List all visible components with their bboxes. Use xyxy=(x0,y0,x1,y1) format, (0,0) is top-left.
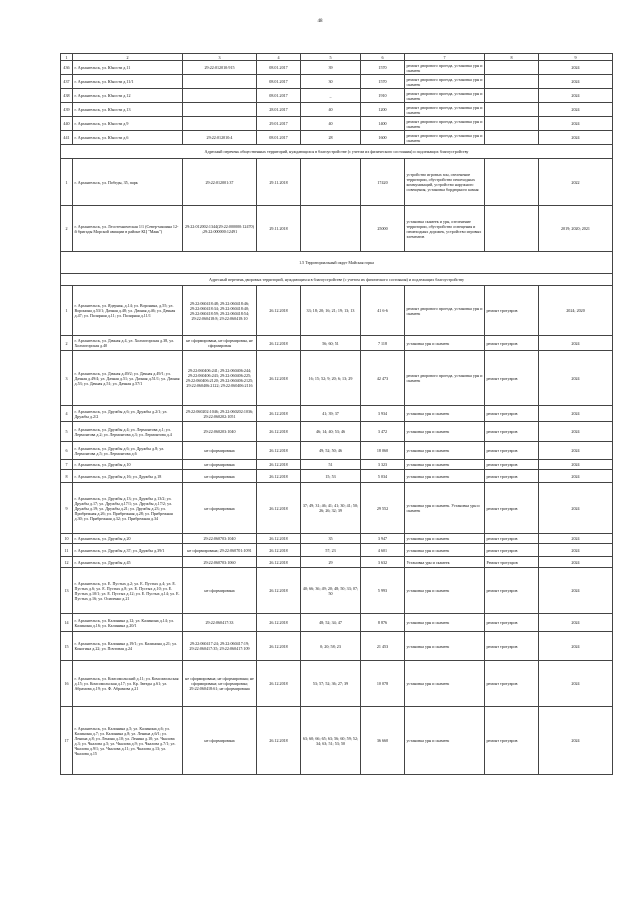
cell-n: 15 xyxy=(61,632,73,661)
cell-n: 2 xyxy=(61,206,73,252)
cell-n: 1 xyxy=(61,286,73,336)
cell-sq: 25000 xyxy=(361,206,405,252)
cell-extra xyxy=(485,206,539,252)
cell-cad: 29:22:060406:241; 29:22:060406:244; 29:22:060406:243; 29:22:060406:225; 29:22:060406:2120; 29:22:060406:2125; 29:22:060406:2122; 29:22:060406:2116 xyxy=(183,351,257,406)
cell-addr: г. Архангельск, ул. Дружбы д.20 xyxy=(73,534,183,544)
table-row xyxy=(61,286,613,336)
cell-cad: 29:22:060418:48; 29:22:060418:46; 29:22:060418:34; 29:22:060418:40; 29:22:060418:59; 29:22:060418:54; 29:22:060418:8; 29:22:060418:10 xyxy=(183,286,257,336)
cell-area: 56; 60; 51 xyxy=(301,336,361,351)
cell-area: 39 xyxy=(301,61,361,75)
cell-n: 10 xyxy=(61,534,73,544)
cell-date: 26.12.2018 xyxy=(257,483,301,534)
cell-sq: 3 472 xyxy=(361,422,405,442)
section-yards-heading xyxy=(61,274,613,286)
cell-sq: 18 060 xyxy=(361,442,405,460)
cell-works: установка урн и скамеек. Установка урн и скамеек xyxy=(405,483,485,534)
cell-sq: 36 660 xyxy=(361,707,405,775)
cell-n: 6 xyxy=(61,442,73,460)
cell-year: 2024 xyxy=(539,534,613,544)
column-header: 5 xyxy=(301,54,361,61)
cell-works: установка скамеек и урн, озеленение территории, обустройство освещения и пешеходных дорожек, устройство игровых элементов xyxy=(405,206,485,252)
cell-extra: ремонт тротуаров xyxy=(485,422,539,442)
cell-cad: 29:22:060203:1040 xyxy=(183,422,257,442)
table-row xyxy=(61,568,613,614)
cell-sq: 17420 xyxy=(361,159,405,206)
cell-date: 26.12.2018 xyxy=(257,406,301,422)
cell-extra: ремонт тротуаров xyxy=(485,406,539,422)
cell-sq: 21 453 xyxy=(361,632,405,661)
cell-year: 2024; 2020 xyxy=(539,286,613,336)
cell-sq: 10 078 xyxy=(361,661,405,707)
cell-area xyxy=(301,206,361,252)
cell-works: установка урн и скамеек xyxy=(405,460,485,470)
cell-cad: 29:22:060703:1040 xyxy=(183,534,257,544)
table-row xyxy=(61,632,613,661)
column-header: 2 xyxy=(73,54,183,61)
table-row xyxy=(61,460,613,470)
cell-sq: 5 993 xyxy=(361,568,405,614)
cell-extra: ремонт тротуаров xyxy=(485,568,539,614)
cell-works: ремонт дворового проезда, установка урн и скамеек xyxy=(405,131,485,145)
cell-year: 2024 xyxy=(539,89,613,103)
cell-year: 2024 xyxy=(539,557,613,568)
cell-date: 26.12.2018 xyxy=(257,460,301,470)
table-row xyxy=(61,336,613,351)
cell-date: 26.12.2018 xyxy=(257,568,301,614)
cell-year: 2022 xyxy=(539,159,613,206)
table-row xyxy=(61,483,613,534)
cell-n: 3 xyxy=(61,351,73,406)
column-header: 8 xyxy=(485,54,539,61)
cell-n: 438 xyxy=(61,89,73,103)
table-row xyxy=(61,159,613,206)
table-row xyxy=(61,103,613,117)
cell-sq: 1570 xyxy=(361,61,405,75)
cell-cad: не сформирована xyxy=(183,442,257,460)
cell-addr: г. Архангельск, ул. Дружбы д.37; ул. Дружбы д.39/1 xyxy=(73,544,183,557)
column-header: 7 xyxy=(405,54,485,61)
cell-addr: г. Архангельск, ул. Лесотехническая 1/1 (Север-машина 12-й бригады Морской авиации в районе КЦ "Маяк") xyxy=(73,206,183,252)
cell-works: ремонт дворового проезда, установка урн и скамеек xyxy=(405,75,485,89)
cell-year: 2024 xyxy=(539,632,613,661)
cell-works: установка урн и скамеек xyxy=(405,614,485,632)
section-yards-heading-text: Адресный перечень дворовых территорий, нуждающихся в благоустройстве (с учетом их физического состояния) и подлежащих благоустройству xyxy=(61,274,613,286)
cell-area xyxy=(301,159,361,206)
cell-works: установка урн и скамеек xyxy=(405,470,485,483)
cell-date: 26.12.2018 xyxy=(257,632,301,661)
cell-area: 33; 18; 20; 16; 21; 19; 13; 13 xyxy=(301,286,361,336)
cell-cad: 29:22:060417:33 xyxy=(183,614,257,632)
cell-area: 46; 14; 40; 53; 46 xyxy=(301,422,361,442)
cell-extra: ремонт тротуаров xyxy=(485,460,539,470)
cell-n: 11 xyxy=(61,544,73,557)
cell-addr: г. Архангельск, ул. Дружбы д.6; ул. Дружбы д.2/1; ул. Дружбы д.2/2 xyxy=(73,406,183,422)
cell-year: 2024 xyxy=(539,75,613,89)
cell-year: 2024 xyxy=(539,422,613,442)
cell-extra: ремонт тротуаров xyxy=(485,632,539,661)
cell-works: установка урн и скамеек xyxy=(405,406,485,422)
cell-n: 439 xyxy=(61,103,73,117)
cell-date: 26.12.2018 xyxy=(257,286,301,336)
cell-addr: г. Архангельск, ул. Юности д.11/1 xyxy=(73,75,183,89)
cell-date: 28.01.2017 xyxy=(257,103,301,117)
table-row xyxy=(61,470,613,483)
cell-addr: г. Архангельск, ул. Юности д.11 xyxy=(73,61,183,75)
cell-extra: ремонт тротуаров xyxy=(485,707,539,775)
cell-sq: 1200 xyxy=(361,103,405,117)
cell-area: 40; 66; 36; 49; 20; 48; 50; 33; 07; 50 xyxy=(301,568,361,614)
table-row xyxy=(61,206,613,252)
cell-n: 2 xyxy=(61,336,73,351)
cell-works: установка урн и скамеек xyxy=(405,442,485,460)
cell-area: 53; 57; 52; 36; 27; 39 xyxy=(301,661,361,707)
cell-sq: 42 473 xyxy=(361,351,405,406)
cell-cad: 29:22:012010:915 xyxy=(183,61,257,75)
cell-cad: не сформирована xyxy=(183,460,257,470)
cell-extra: ремонт тротуаров xyxy=(485,470,539,483)
cell-date: 26.12.2018 xyxy=(257,557,301,568)
cell-addr: г. Архангельск, ул. Дружбы д.10 xyxy=(73,460,183,470)
cell-date: 26.12.2018 xyxy=(257,614,301,632)
cell-sq: 1400 xyxy=(361,117,405,131)
cell-area: 63; 60; 66; 65; 63; 56; 60; 59; 52; 34; 63; 51; 53; 50 xyxy=(301,707,361,775)
table-row xyxy=(61,534,613,544)
cell-addr: г. Архангельск, ул. Юности д.12 xyxy=(73,89,183,103)
column-header: 6 xyxy=(361,54,405,61)
cell-cad: не сформирована xyxy=(183,483,257,534)
cell-year: 2024 xyxy=(539,351,613,406)
cell-works: установка урн и скамеек xyxy=(405,534,485,544)
cell-sq: 3 632 xyxy=(361,557,405,568)
cell-addr: г. Архангельск, ул. Комсомольский д.11; ул. Комсомольская д.15; ул. Комсомольская д.17; ул. Кр. Звезды д.61; ул. Абрамова д.19; ул. Ф. Абрамова д.21 xyxy=(73,661,183,707)
cell-n: 440 xyxy=(61,117,73,131)
cell-extra xyxy=(485,103,539,117)
cell-date: 08.01.2017 xyxy=(257,131,301,145)
cell-area: 0; 20; 58; 23 xyxy=(301,632,361,661)
table-body xyxy=(61,54,613,775)
table-row xyxy=(61,61,613,75)
cell-n: 7 xyxy=(61,460,73,470)
cell-cad xyxy=(183,103,257,117)
cell-addr: г. Архангельск, ул. Дружбы д.16; ул. Дружбы д.18 xyxy=(73,470,183,483)
cell-addr: г. Архангельск, ул. Дружбы д.4; ул. Лермонтова д.1; ул. Лермонтова д.2; ул. Лермонтова д.3; ул. Лермонтова д.4 xyxy=(73,422,183,442)
cell-date: 08.01.2017 xyxy=(257,61,301,75)
cell-date: 26.12.2018 xyxy=(257,351,301,406)
cell-area: 40 xyxy=(301,117,361,131)
cell-year: 2024 xyxy=(539,131,613,145)
cell-cad: не сформирована, не сформирован, не сформирован xyxy=(183,336,257,351)
cell-works: ремонт дворового проезда, установка урн и скамеек xyxy=(405,103,485,117)
cell-extra xyxy=(485,89,539,103)
cell-cad: не сформирована xyxy=(183,707,257,775)
cell-date: 26.12.2018 xyxy=(257,661,301,707)
cell-n: 436 xyxy=(61,61,73,75)
cell-addr: г. Архангельск, ул. Калинина д.19/1; ул. Калинина д.21; ул. Коногина д.22; ул. Почтовая д.24 xyxy=(73,632,183,661)
header-row xyxy=(61,54,613,61)
cell-extra: ремонт тротуаров xyxy=(485,442,539,460)
cell-area: 48; 52; 34; 47 xyxy=(301,614,361,632)
cell-area: 30 xyxy=(301,75,361,89)
table-row xyxy=(61,422,613,442)
cell-extra: ремонт тротуаров xyxy=(485,544,539,557)
table-row xyxy=(61,117,613,131)
improvement-table xyxy=(60,53,613,775)
cell-sq: 8 876 xyxy=(361,614,405,632)
cell-sq: 3 323 xyxy=(361,460,405,470)
cell-works: ремонт дворового проезда, установка урн и скамеек xyxy=(405,117,485,131)
cell-works: установка урн и скамеек xyxy=(405,661,485,707)
cell-addr: г. Архангельск, ул. Дружбы д.13; ул. Дружбы д.13/2; ул. Дружбы д.17; ул. Дружбы д.17/1; ул. Дружбы д.17/2; ул. Дружбы д.19; ул. Дружбы д.21; ул. Дружбы д.23; ул. Прибрежная д.26; ул. Прибрежная д.28; ул. Прибрежная д.30; ул. Прибрежная д.32; ул. Прибрежная д.34 xyxy=(73,483,183,534)
cell-sq: 1600 xyxy=(361,131,405,145)
section-district-heading-text: 1.5 Территориальный округ Майская горка xyxy=(61,252,613,274)
cell-date: 26.12.2018 xyxy=(257,422,301,442)
cell-date: 29.11.2018 xyxy=(257,206,301,252)
cell-year: 2024 xyxy=(539,61,613,75)
column-header: 1 xyxy=(61,54,73,61)
cell-extra xyxy=(485,61,539,75)
cell-extra: ремонт тротуаров xyxy=(485,661,539,707)
cell-sq: 5 034 xyxy=(361,470,405,483)
column-header: 4 xyxy=(257,54,301,61)
cell-date: 26.12.2018 xyxy=(257,470,301,483)
cell-date: 29.11.2018 xyxy=(257,159,301,206)
cell-sq: 41 6-6 xyxy=(361,286,405,336)
cell-addr: г. Архангельск, ул. Калинина д.5; ул. Калинина д.6; ул. Калинина д.7; ул. Калинина д.8; ул. Ленина д.6/1; ул. Ленина д.8; ул. Ленина д.10; ул. Ленина д.10; ул. Чкалова д.3; ул. Чкалова д.5; ул. Чкалова д.9; ул. Чкалова д.7/1; ул. Чкалова д.9/1; ул. Чкалова д.11; ул. Чкалова д.13; ул. Чкалова д.15 xyxy=(73,707,183,775)
cell-cad xyxy=(183,75,257,89)
table-row xyxy=(61,75,613,89)
cell-date: 26.12.2018 xyxy=(257,707,301,775)
cell-area: 28 xyxy=(301,131,361,145)
cell-year: 2024 xyxy=(539,442,613,460)
cell-addr: г. Архангельск, ул. Дачная д.49/2; ул. Дачная д.49/1; ул. Дачная д.49/4; ул. Дачная д.51; ул. Дачная д.51/1; ул. Дачная д.53; ул. Дачная д.51; ул. Дачная д.57/1 xyxy=(73,351,183,406)
cell-area: 29 xyxy=(301,557,361,568)
cell-year: 2024 xyxy=(539,483,613,534)
table-row xyxy=(61,351,613,406)
cell-extra: ремонт тротуаров xyxy=(485,286,539,336)
cell-n: 13 xyxy=(61,568,73,614)
cell-cad: не сформирована xyxy=(183,470,257,483)
cell-date: 08.01.2017 xyxy=(257,75,301,89)
cell-date: 26.12.2018 xyxy=(257,534,301,544)
cell-works: ремонт дворового проезда, установка урн и скамеек xyxy=(405,286,485,336)
cell-area: 49; 52; 50; 46 xyxy=(301,442,361,460)
section-public-heading-text: Адресный перечень общественных территорий, нуждающихся в благоустройстве (с учетом их физического состояния) и подлежащих благоустройству xyxy=(61,145,613,159)
cell-addr: г. Архангельск, ул. Юности д.6 xyxy=(73,131,183,145)
cell-date: 26.12.2018 xyxy=(257,544,301,557)
cell-area: 51 xyxy=(301,460,361,470)
table-row xyxy=(61,406,613,422)
cell-year: 2024 xyxy=(539,544,613,557)
cell-n: 12 xyxy=(61,557,73,568)
section-district-heading xyxy=(61,252,613,274)
cell-cad: не сформирована; 29:22:060701:1091 xyxy=(183,544,257,557)
column-header: 3 xyxy=(183,54,257,61)
cell-extra: ремонт тротуаров xyxy=(485,336,539,351)
cell-extra xyxy=(485,117,539,131)
cell-cad: 29:22:012002:1344(29:22:000000:12470);29:22:000000:12491 xyxy=(183,206,257,252)
cell-sq: 1570 xyxy=(361,75,405,89)
cell-date: 26.12.2018 xyxy=(257,336,301,351)
cell-works: ремонт дворового проезда, установка урн и скамеек xyxy=(405,351,485,406)
cell-addr: г. Архангельск, ул. Ядерная, д.14; ул. Воронина, д.55; ул. Воронина д.53/1; Дачная д.48; ул. Дачная д.46; ул. Дачная д.47; ул. Полярная д.11; ул. Полярная д.11/1 xyxy=(73,286,183,336)
cell-cad: не сформирована; не сформирована; не сформирована; не сформирован; 29:22:060418:61; не сформирована xyxy=(183,661,257,707)
cell-year: 2024 xyxy=(539,614,613,632)
cell-year: 2019; 2020; 2021 xyxy=(539,206,613,252)
cell-n: 441 xyxy=(61,131,73,145)
page-number: 48 xyxy=(317,19,323,24)
cell-cad: 29:22:012010:4 xyxy=(183,131,257,145)
cell-year: 2024 xyxy=(539,336,613,351)
cell-sq: 29 552 xyxy=(361,483,405,534)
cell-extra: ремонт тротуаров xyxy=(485,351,539,406)
cell-cad: 29:22:012001:37 xyxy=(183,159,257,206)
column-header: 9 xyxy=(539,54,613,61)
table-row xyxy=(61,661,613,707)
cell-area: 41; 39; 37 xyxy=(301,406,361,422)
table-row xyxy=(61,442,613,460)
cell-year: 2024 xyxy=(539,568,613,614)
cell-year: 2024 xyxy=(539,103,613,117)
cell-sq: 3 934 xyxy=(361,406,405,422)
cell-n: 9 xyxy=(61,483,73,534)
cell-year: 2024 xyxy=(539,406,613,422)
table-row xyxy=(61,131,613,145)
cell-n: 17 xyxy=(61,707,73,775)
cell-sq: 7 118 xyxy=(361,336,405,351)
cell-extra: Ремонт тротуаров xyxy=(485,557,539,568)
cell-area: _ xyxy=(301,89,361,103)
cell-n: 8 xyxy=(61,470,73,483)
cell-works: устройство игровых зон, озеленение территории, обустройство пешеходных коммуникаций, устройство наружного освещения, установка бордюрного камня xyxy=(405,159,485,206)
cell-n: 16 xyxy=(61,661,73,707)
cell-year: 2024 xyxy=(539,470,613,483)
cell-addr: г. Архангельск, ул. Юности д.13 xyxy=(73,103,183,117)
cell-area: 57; 23 xyxy=(301,544,361,557)
table-row xyxy=(61,89,613,103)
cell-area: 35 xyxy=(301,534,361,544)
cell-works: установка урн и скамеек xyxy=(405,568,485,614)
cell-works: установка урн и скамеек xyxy=(405,422,485,442)
cell-year: 2024 xyxy=(539,661,613,707)
cell-date: 08.01.2017 xyxy=(257,89,301,103)
cell-date: 26.12.2018 xyxy=(257,442,301,460)
cell-works: ремонт дворового проезда, установка урн и скамеек xyxy=(405,89,485,103)
cell-cad: 29:22:060703:1060 xyxy=(183,557,257,568)
cell-date: 29.01.2017 xyxy=(257,117,301,131)
cell-works: установка урн и скамеек xyxy=(405,336,485,351)
section-public-heading xyxy=(61,145,613,159)
cell-n: 1 xyxy=(61,159,73,206)
table-row xyxy=(61,707,613,775)
cell-extra xyxy=(485,131,539,145)
cell-addr: г. Архангельск, ул. Победы, 35, парк xyxy=(73,159,183,206)
cell-area: 37; 49; 31; 46; 41; 41; 30; 41; 50; 26; 26; 32; 39 xyxy=(301,483,361,534)
cell-extra xyxy=(485,159,539,206)
cell-sq: 1910 xyxy=(361,89,405,103)
cell-addr: г. Архангельск, ул. Дружбы д.6; ул. Дружбы д.8; ул. Лермонтова д.5; ул. Лермонтова д.6 xyxy=(73,442,183,460)
cell-cad: не сформирована xyxy=(183,568,257,614)
cell-addr: г. Архангельск, ул. Калинина д.12; ул. Калинина д.14; ул. Калинина д.16; ул. Калинина д.20/1 xyxy=(73,614,183,632)
cell-area: 16; 15; 52; 9; 20; 6; 13; 29 xyxy=(301,351,361,406)
cell-extra: ремонт тротуаров xyxy=(485,534,539,544)
cell-addr: г. Архангельск, ул. Дружбы д.45 xyxy=(73,557,183,568)
cell-n: 4 xyxy=(61,406,73,422)
cell-works: ремонт дворового проезда, установка урн и скамеек xyxy=(405,61,485,75)
table-row xyxy=(61,557,613,568)
cell-cad: 29:22:060202:1046; 29:22:060202:1036; 29:22:060202:1051 xyxy=(183,406,257,422)
cell-addr: г. Архангельск, ул. Дачная д.4, ул. Холмогорская д.38, ул. Холмогорская д.40 xyxy=(73,336,183,351)
cell-n: 14 xyxy=(61,614,73,632)
cell-area: 40 xyxy=(301,103,361,117)
cell-addr: г. Архангельск, ул. Е. Пустых д.2; ул. Е. Пустых д.4; ул. Е. Пустых д.6; ул. Е. Пустых д.8; ул. Е. Пустых д.10; ул. Е. Пустых д.10/1; ул. Е. Пустых д.12; ул. Е. Пустых д.14; ул. Е. Пустых д.16; ул. Осипенко д.21 xyxy=(73,568,183,614)
cell-n: 5 xyxy=(61,422,73,442)
cell-year: 2024 xyxy=(539,707,613,775)
cell-sq: 3 947 xyxy=(361,534,405,544)
table-row xyxy=(61,544,613,557)
cell-extra: ремонт тротуаров xyxy=(485,614,539,632)
cell-cad xyxy=(183,89,257,103)
cell-n: 437 xyxy=(61,75,73,89)
cell-year: 2024 xyxy=(539,460,613,470)
cell-year: 2024 xyxy=(539,117,613,131)
cell-cad xyxy=(183,117,257,131)
table-row xyxy=(61,614,613,632)
cell-sq: 4 601 xyxy=(361,544,405,557)
cell-works: Установка урн и скамеек xyxy=(405,557,485,568)
cell-works: установка урн и скамеек xyxy=(405,707,485,775)
cell-area: 15; 53 xyxy=(301,470,361,483)
cell-extra xyxy=(485,75,539,89)
cell-works: установка урн и скамеек xyxy=(405,632,485,661)
cell-works: установка урн и скамеек xyxy=(405,544,485,557)
cell-cad: 29:22:060417:24; 29:22:060417:19; 29:22:060417:35; 29:22:060417:109 xyxy=(183,632,257,661)
cell-extra: ремонт тротуаров xyxy=(485,483,539,534)
cell-addr: г. Архангельск, ул. Юности д.9 xyxy=(73,117,183,131)
